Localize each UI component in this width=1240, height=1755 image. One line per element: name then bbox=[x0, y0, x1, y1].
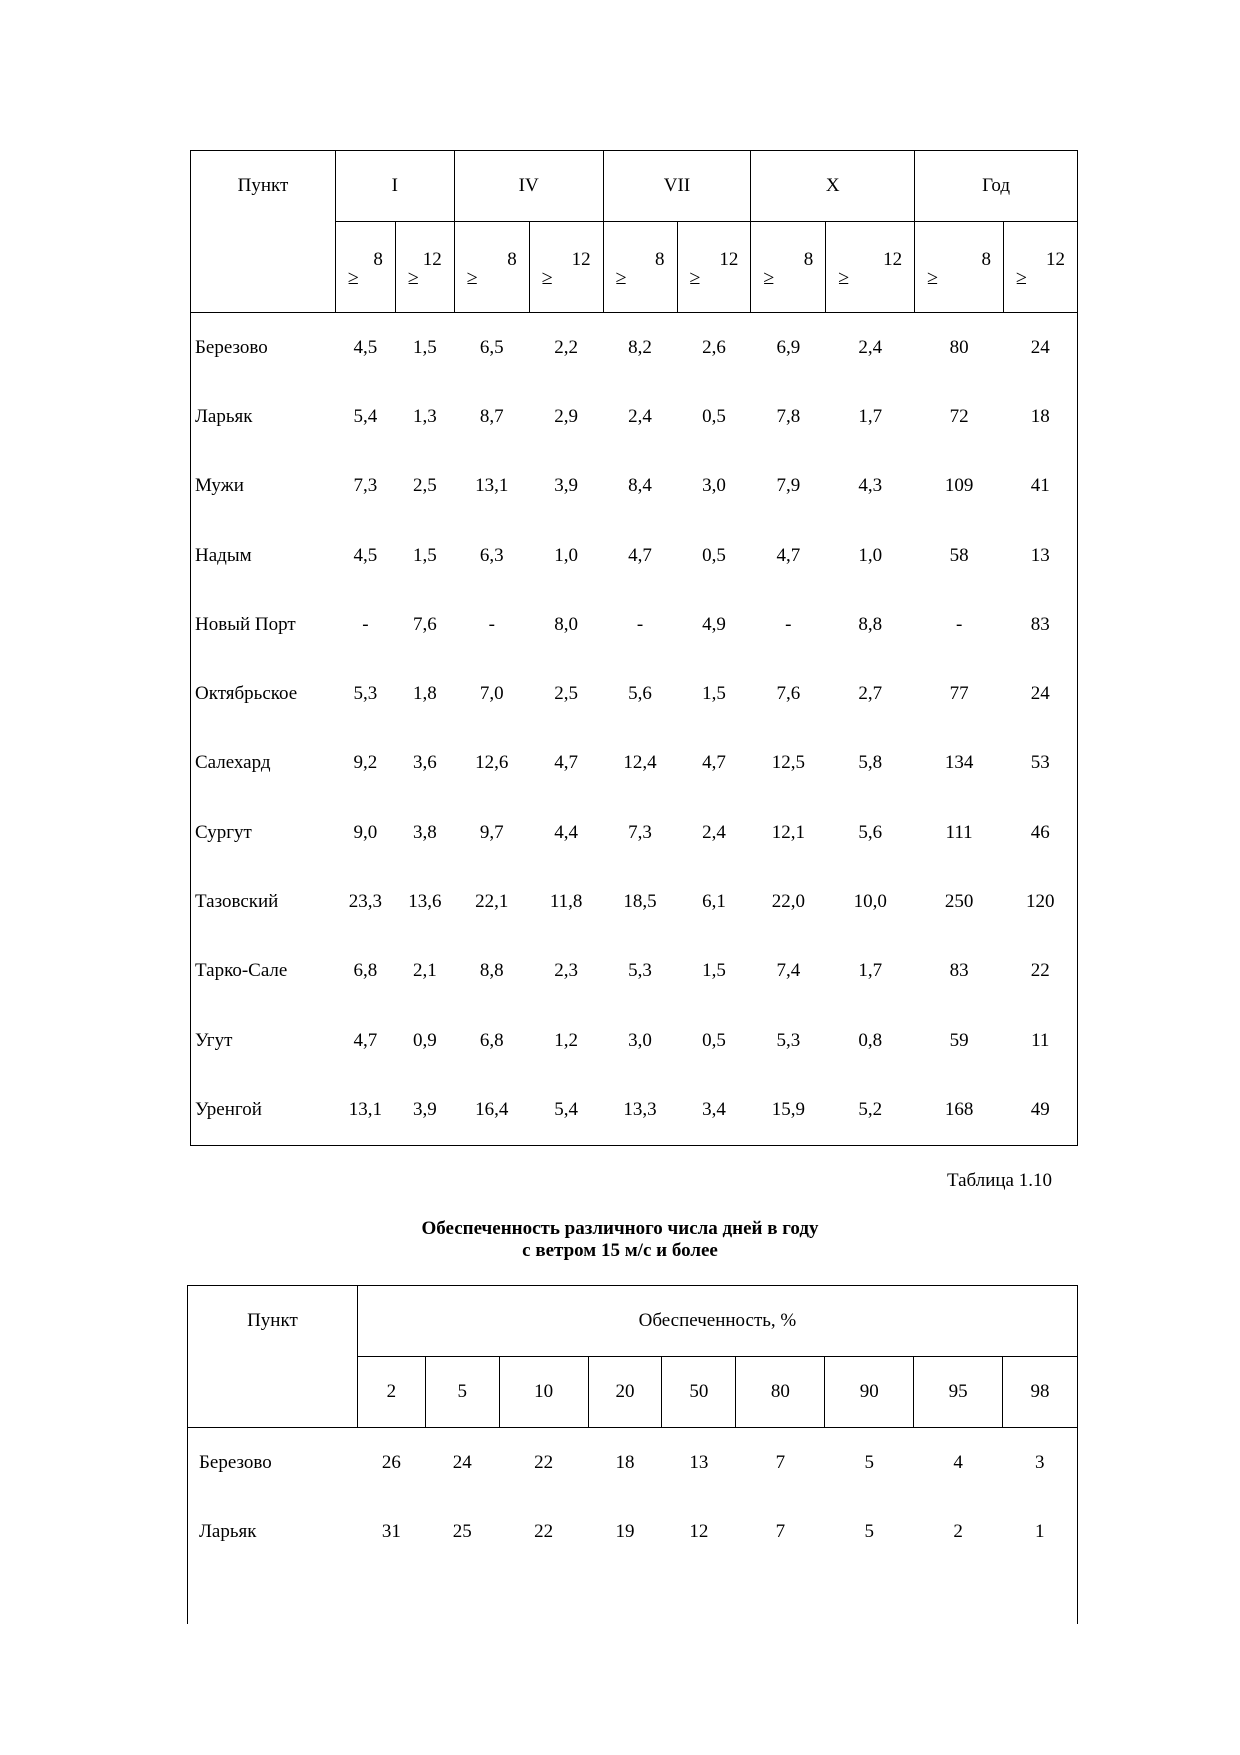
place-cell: Березово bbox=[191, 313, 336, 383]
value-cell: 4,7 bbox=[353, 1029, 378, 1051]
place-cell: Тазовский bbox=[191, 867, 336, 936]
table-title-line1: Обеспеченность различного числа дней в году bbox=[421, 1218, 819, 1239]
value-cell: 5,2 bbox=[826, 1075, 915, 1145]
value-cell: 1,5 bbox=[412, 336, 437, 358]
value-cell: 2,4 bbox=[702, 821, 726, 843]
threshold-value: 8 bbox=[981, 249, 992, 270]
provision-column-header: 5 bbox=[425, 1357, 499, 1428]
value-cell: 5 bbox=[864, 1451, 874, 1473]
value-cell: 12,1 bbox=[771, 821, 805, 843]
value-cell: 5,8 bbox=[858, 752, 883, 774]
value-cell: 9,2 bbox=[353, 752, 378, 774]
geq-symbol: ≥ bbox=[541, 267, 553, 289]
value-cell: 22 bbox=[534, 1520, 554, 1542]
geq-symbol: ≥ bbox=[347, 267, 359, 289]
value-cell: 11 bbox=[1004, 1006, 1078, 1075]
provision-column-header: 10 bbox=[499, 1357, 588, 1428]
value-cell: 7,6 bbox=[412, 613, 437, 635]
table-row bbox=[191, 729, 1078, 798]
value-cell: 3,8 bbox=[412, 821, 437, 843]
threshold-value: 12 bbox=[883, 249, 903, 270]
value-cell: 41 bbox=[1004, 452, 1078, 521]
value-cell: 7 bbox=[775, 1451, 786, 1473]
value-cell: 4,7 bbox=[776, 544, 801, 566]
value-cell: 1,2 bbox=[554, 1029, 579, 1051]
value-cell: 80 bbox=[949, 336, 969, 358]
value-cell: 7,6 bbox=[776, 683, 801, 705]
value-cell: 13,1 bbox=[475, 475, 509, 497]
value-cell: 5,3 bbox=[776, 1029, 801, 1051]
value-cell: 16,4 bbox=[454, 1075, 529, 1145]
value-cell: 8,0 bbox=[554, 613, 579, 635]
value-cell: 7,3 bbox=[353, 475, 378, 497]
value-cell: 13 bbox=[689, 1451, 709, 1473]
value-cell: 9,0 bbox=[353, 821, 378, 843]
value-cell: 24 bbox=[452, 1451, 472, 1473]
geq-symbol: ≥ bbox=[763, 267, 775, 289]
value-cell: 7,3 bbox=[628, 821, 652, 843]
value-cell: 6,9 bbox=[776, 336, 801, 358]
header-month-x: X bbox=[751, 151, 915, 222]
table-title-line2: с ветром 15 м/с и более bbox=[522, 1240, 718, 1261]
place-cell: Березово bbox=[188, 1428, 358, 1498]
value-cell: - bbox=[955, 613, 963, 635]
value-cell: 2,3 bbox=[554, 960, 579, 982]
value-cell: 49 bbox=[1004, 1075, 1078, 1145]
header-place: Пункт bbox=[188, 1286, 358, 1428]
value-cell: 58 bbox=[949, 544, 969, 566]
geq-symbol: ≥ bbox=[838, 267, 850, 289]
value-cell: 2 bbox=[953, 1520, 963, 1542]
header-place: Пункт bbox=[191, 151, 336, 313]
value-cell: 31 bbox=[381, 1520, 401, 1542]
subheader-threshold bbox=[395, 222, 454, 313]
place-cell: Тарко-Сале bbox=[191, 937, 336, 1006]
provision-column-header: 90 bbox=[825, 1357, 914, 1428]
table-row bbox=[188, 1497, 1078, 1566]
header-provision: Обеспеченность, % bbox=[357, 1286, 1077, 1357]
value-cell: 0,5 bbox=[702, 1029, 726, 1051]
value-cell: 59 bbox=[949, 1029, 969, 1051]
value-cell: 11,8 bbox=[549, 891, 583, 913]
value-cell: 25 bbox=[452, 1520, 472, 1542]
value-cell: 7,9 bbox=[776, 475, 801, 497]
value-cell: 5,6 bbox=[628, 683, 652, 705]
value-cell: 9,7 bbox=[479, 821, 504, 843]
value-cell: 1,3 bbox=[412, 405, 437, 427]
value-cell: 13,6 bbox=[408, 891, 442, 913]
value-cell: 4,7 bbox=[628, 544, 652, 566]
value-cell: 12,4 bbox=[623, 752, 657, 774]
table-row bbox=[191, 452, 1078, 521]
value-cell: 0,8 bbox=[858, 1029, 883, 1051]
table-title bbox=[0, 1218, 1240, 1262]
geq-symbol: ≥ bbox=[1016, 267, 1028, 289]
place-cell: Салехард bbox=[191, 729, 336, 798]
value-cell: 18,5 bbox=[623, 891, 657, 913]
value-cell: 46 bbox=[1004, 798, 1078, 867]
value-cell: 19 bbox=[615, 1520, 635, 1542]
table-row bbox=[191, 1075, 1078, 1145]
value-cell: 4,5 bbox=[353, 336, 378, 358]
continuation-row bbox=[188, 1566, 1078, 1624]
value-cell: 13 bbox=[1004, 521, 1078, 590]
threshold-value: 12 bbox=[719, 249, 739, 270]
table-row bbox=[191, 867, 1078, 936]
value-cell: 0,9 bbox=[412, 1029, 437, 1051]
value-cell: 1,7 bbox=[858, 960, 883, 982]
value-cell: 4,7 bbox=[702, 752, 726, 774]
provision-column-header: 20 bbox=[588, 1357, 662, 1428]
subheader-threshold bbox=[335, 222, 395, 313]
value-cell: 6,8 bbox=[353, 960, 378, 982]
place-cell: Уренгой bbox=[191, 1075, 336, 1145]
table-number: Таблица 1.10 bbox=[946, 1170, 1052, 1191]
value-cell: 168 bbox=[915, 1075, 1004, 1145]
value-cell: 2,4 bbox=[628, 405, 652, 427]
value-cell: 120 bbox=[1004, 867, 1078, 936]
value-cell: 4,5 bbox=[353, 544, 378, 566]
value-cell: 6,3 bbox=[479, 544, 504, 566]
value-cell: 6,8 bbox=[479, 1029, 504, 1051]
subheader-threshold bbox=[529, 222, 603, 313]
value-cell: 8,7 bbox=[479, 405, 504, 427]
table-row bbox=[191, 1006, 1078, 1075]
subheader-threshold bbox=[677, 222, 751, 313]
value-cell: 6,1 bbox=[702, 891, 726, 913]
place-cell: Сургут bbox=[191, 798, 336, 867]
value-cell: 13,1 bbox=[335, 1075, 395, 1145]
value-cell: 7,0 bbox=[479, 683, 504, 705]
provision-column-header: 2 bbox=[357, 1357, 425, 1428]
value-cell: 4,4 bbox=[554, 821, 579, 843]
place-cell: Ларьяк bbox=[191, 382, 336, 451]
header-month-i: I bbox=[335, 151, 454, 222]
value-cell: 8,4 bbox=[628, 475, 652, 497]
value-cell: 5,4 bbox=[353, 405, 378, 427]
threshold-value: 12 bbox=[1046, 249, 1065, 270]
value-cell: 2,7 bbox=[858, 683, 883, 705]
value-cell: 5,4 bbox=[529, 1075, 603, 1145]
value-cell: 77 bbox=[949, 683, 969, 705]
value-cell: 1,0 bbox=[554, 544, 579, 566]
value-cell: 83 bbox=[949, 960, 969, 982]
threshold-value: 12 bbox=[422, 249, 442, 270]
value-cell: 83 bbox=[1004, 590, 1078, 659]
value-cell: 10,0 bbox=[853, 891, 887, 913]
value-cell: 7,4 bbox=[776, 960, 801, 982]
place-cell: Новый Порт bbox=[191, 590, 336, 659]
value-cell: 3,6 bbox=[412, 752, 437, 774]
value-cell: 23,3 bbox=[348, 891, 382, 913]
threshold-value: 8 bbox=[655, 249, 665, 270]
value-cell: 13,3 bbox=[603, 1075, 677, 1145]
value-cell: 4 bbox=[953, 1451, 963, 1473]
value-cell: 2,5 bbox=[554, 683, 579, 705]
place-cell: Мужи bbox=[191, 452, 336, 521]
geq-symbol: ≥ bbox=[689, 267, 701, 289]
value-cell: 1,0 bbox=[858, 544, 883, 566]
value-cell: 3,9 bbox=[554, 475, 579, 497]
value-cell: 3,4 bbox=[677, 1075, 751, 1145]
wind-days-table bbox=[190, 150, 1078, 1146]
threshold-value: 8 bbox=[803, 249, 814, 270]
value-cell: 22 bbox=[534, 1451, 554, 1473]
value-cell: 109 bbox=[944, 475, 974, 497]
value-cell: 5 bbox=[864, 1520, 874, 1542]
value-cell: - bbox=[362, 613, 369, 635]
value-cell: 12,6 bbox=[475, 752, 509, 774]
geq-symbol: ≥ bbox=[407, 267, 419, 289]
subheader-threshold bbox=[454, 222, 529, 313]
value-cell: 3,9 bbox=[395, 1075, 454, 1145]
value-cell: 5,3 bbox=[628, 960, 652, 982]
value-cell: 22 bbox=[1004, 937, 1078, 1006]
place-cell: Угут bbox=[191, 1006, 336, 1075]
header-month-vii: VII bbox=[603, 151, 751, 222]
provision-column-header: 80 bbox=[736, 1357, 825, 1428]
value-cell: 22,1 bbox=[475, 891, 509, 913]
table-row bbox=[191, 590, 1078, 659]
subheader-threshold bbox=[751, 222, 826, 313]
value-cell: 250 bbox=[944, 891, 974, 913]
value-cell: 2,1 bbox=[412, 960, 437, 982]
value-cell: 1,5 bbox=[412, 544, 437, 566]
value-cell: 72 bbox=[949, 405, 969, 427]
value-cell: 2,4 bbox=[858, 336, 883, 358]
table-row bbox=[191, 798, 1078, 867]
value-cell: 0,5 bbox=[702, 544, 726, 566]
value-cell: 8,8 bbox=[858, 613, 883, 635]
subheader-threshold bbox=[826, 222, 915, 313]
value-cell: 6,5 bbox=[479, 336, 504, 358]
value-cell: 1,8 bbox=[412, 683, 437, 705]
value-cell: 3,0 bbox=[628, 1029, 652, 1051]
table-row bbox=[191, 937, 1078, 1006]
value-cell: 18 bbox=[615, 1451, 635, 1473]
value-cell: 24 bbox=[1004, 659, 1078, 728]
table-row bbox=[188, 1428, 1078, 1498]
value-cell: 4,7 bbox=[554, 752, 579, 774]
value-cell: 8,2 bbox=[628, 336, 652, 358]
value-cell: 3,0 bbox=[702, 475, 726, 497]
subheader-threshold bbox=[1004, 222, 1078, 313]
subheader-threshold bbox=[915, 222, 1004, 313]
value-cell: 18 bbox=[1004, 382, 1078, 451]
value-cell: 5,6 bbox=[858, 821, 883, 843]
value-cell: 3 bbox=[1003, 1428, 1078, 1498]
value-cell: 12,5 bbox=[771, 752, 805, 774]
value-cell: - bbox=[636, 613, 644, 635]
threshold-value: 12 bbox=[571, 249, 591, 270]
value-cell: 8,8 bbox=[479, 960, 504, 982]
place-cell: Октябрьское bbox=[191, 659, 336, 728]
value-cell: - bbox=[488, 613, 495, 635]
value-cell: 1,7 bbox=[858, 405, 883, 427]
subheader-threshold bbox=[603, 222, 677, 313]
value-cell: 7 bbox=[775, 1520, 786, 1542]
value-cell: 2,5 bbox=[412, 475, 437, 497]
provision-column-header: 98 bbox=[1003, 1357, 1078, 1428]
threshold-value: 8 bbox=[507, 249, 517, 270]
header-year: Год bbox=[915, 151, 1078, 222]
value-cell: 1 bbox=[1003, 1497, 1078, 1566]
value-cell: 24 bbox=[1004, 313, 1078, 383]
value-cell: 0,5 bbox=[702, 405, 726, 427]
value-cell: 22,0 bbox=[771, 891, 805, 913]
value-cell: 111 bbox=[945, 821, 973, 843]
place-cell: Надым bbox=[191, 521, 336, 590]
table-row bbox=[191, 521, 1078, 590]
provision-table bbox=[187, 1285, 1078, 1624]
provision-column-header: 50 bbox=[662, 1357, 736, 1428]
threshold-value: 8 bbox=[373, 249, 383, 270]
provision-column-header: 95 bbox=[914, 1357, 1003, 1428]
value-cell: 2,6 bbox=[702, 336, 726, 358]
geq-symbol: ≥ bbox=[927, 267, 939, 289]
value-cell: 4,3 bbox=[858, 475, 883, 497]
value-cell: 12 bbox=[689, 1520, 709, 1542]
value-cell: 1,5 bbox=[702, 960, 726, 982]
value-cell: 4,9 bbox=[702, 613, 726, 635]
value-cell: 1,5 bbox=[702, 683, 726, 705]
geq-symbol: ≥ bbox=[615, 267, 627, 289]
place-cell: Ларьяк bbox=[188, 1497, 358, 1566]
geq-symbol: ≥ bbox=[466, 267, 478, 289]
value-cell: 134 bbox=[944, 752, 974, 774]
value-cell: 2,9 bbox=[554, 405, 579, 427]
value-cell: - bbox=[785, 613, 792, 635]
table-row bbox=[191, 313, 1078, 383]
value-cell: 15,9 bbox=[751, 1075, 826, 1145]
value-cell: 53 bbox=[1004, 729, 1078, 798]
header-month-iv: IV bbox=[454, 151, 603, 222]
value-cell: 2,2 bbox=[554, 336, 579, 358]
table-row bbox=[191, 659, 1078, 728]
value-cell: 7,8 bbox=[776, 405, 801, 427]
table-row bbox=[191, 382, 1078, 451]
value-cell: 26 bbox=[381, 1451, 401, 1473]
value-cell: 5,3 bbox=[353, 683, 378, 705]
